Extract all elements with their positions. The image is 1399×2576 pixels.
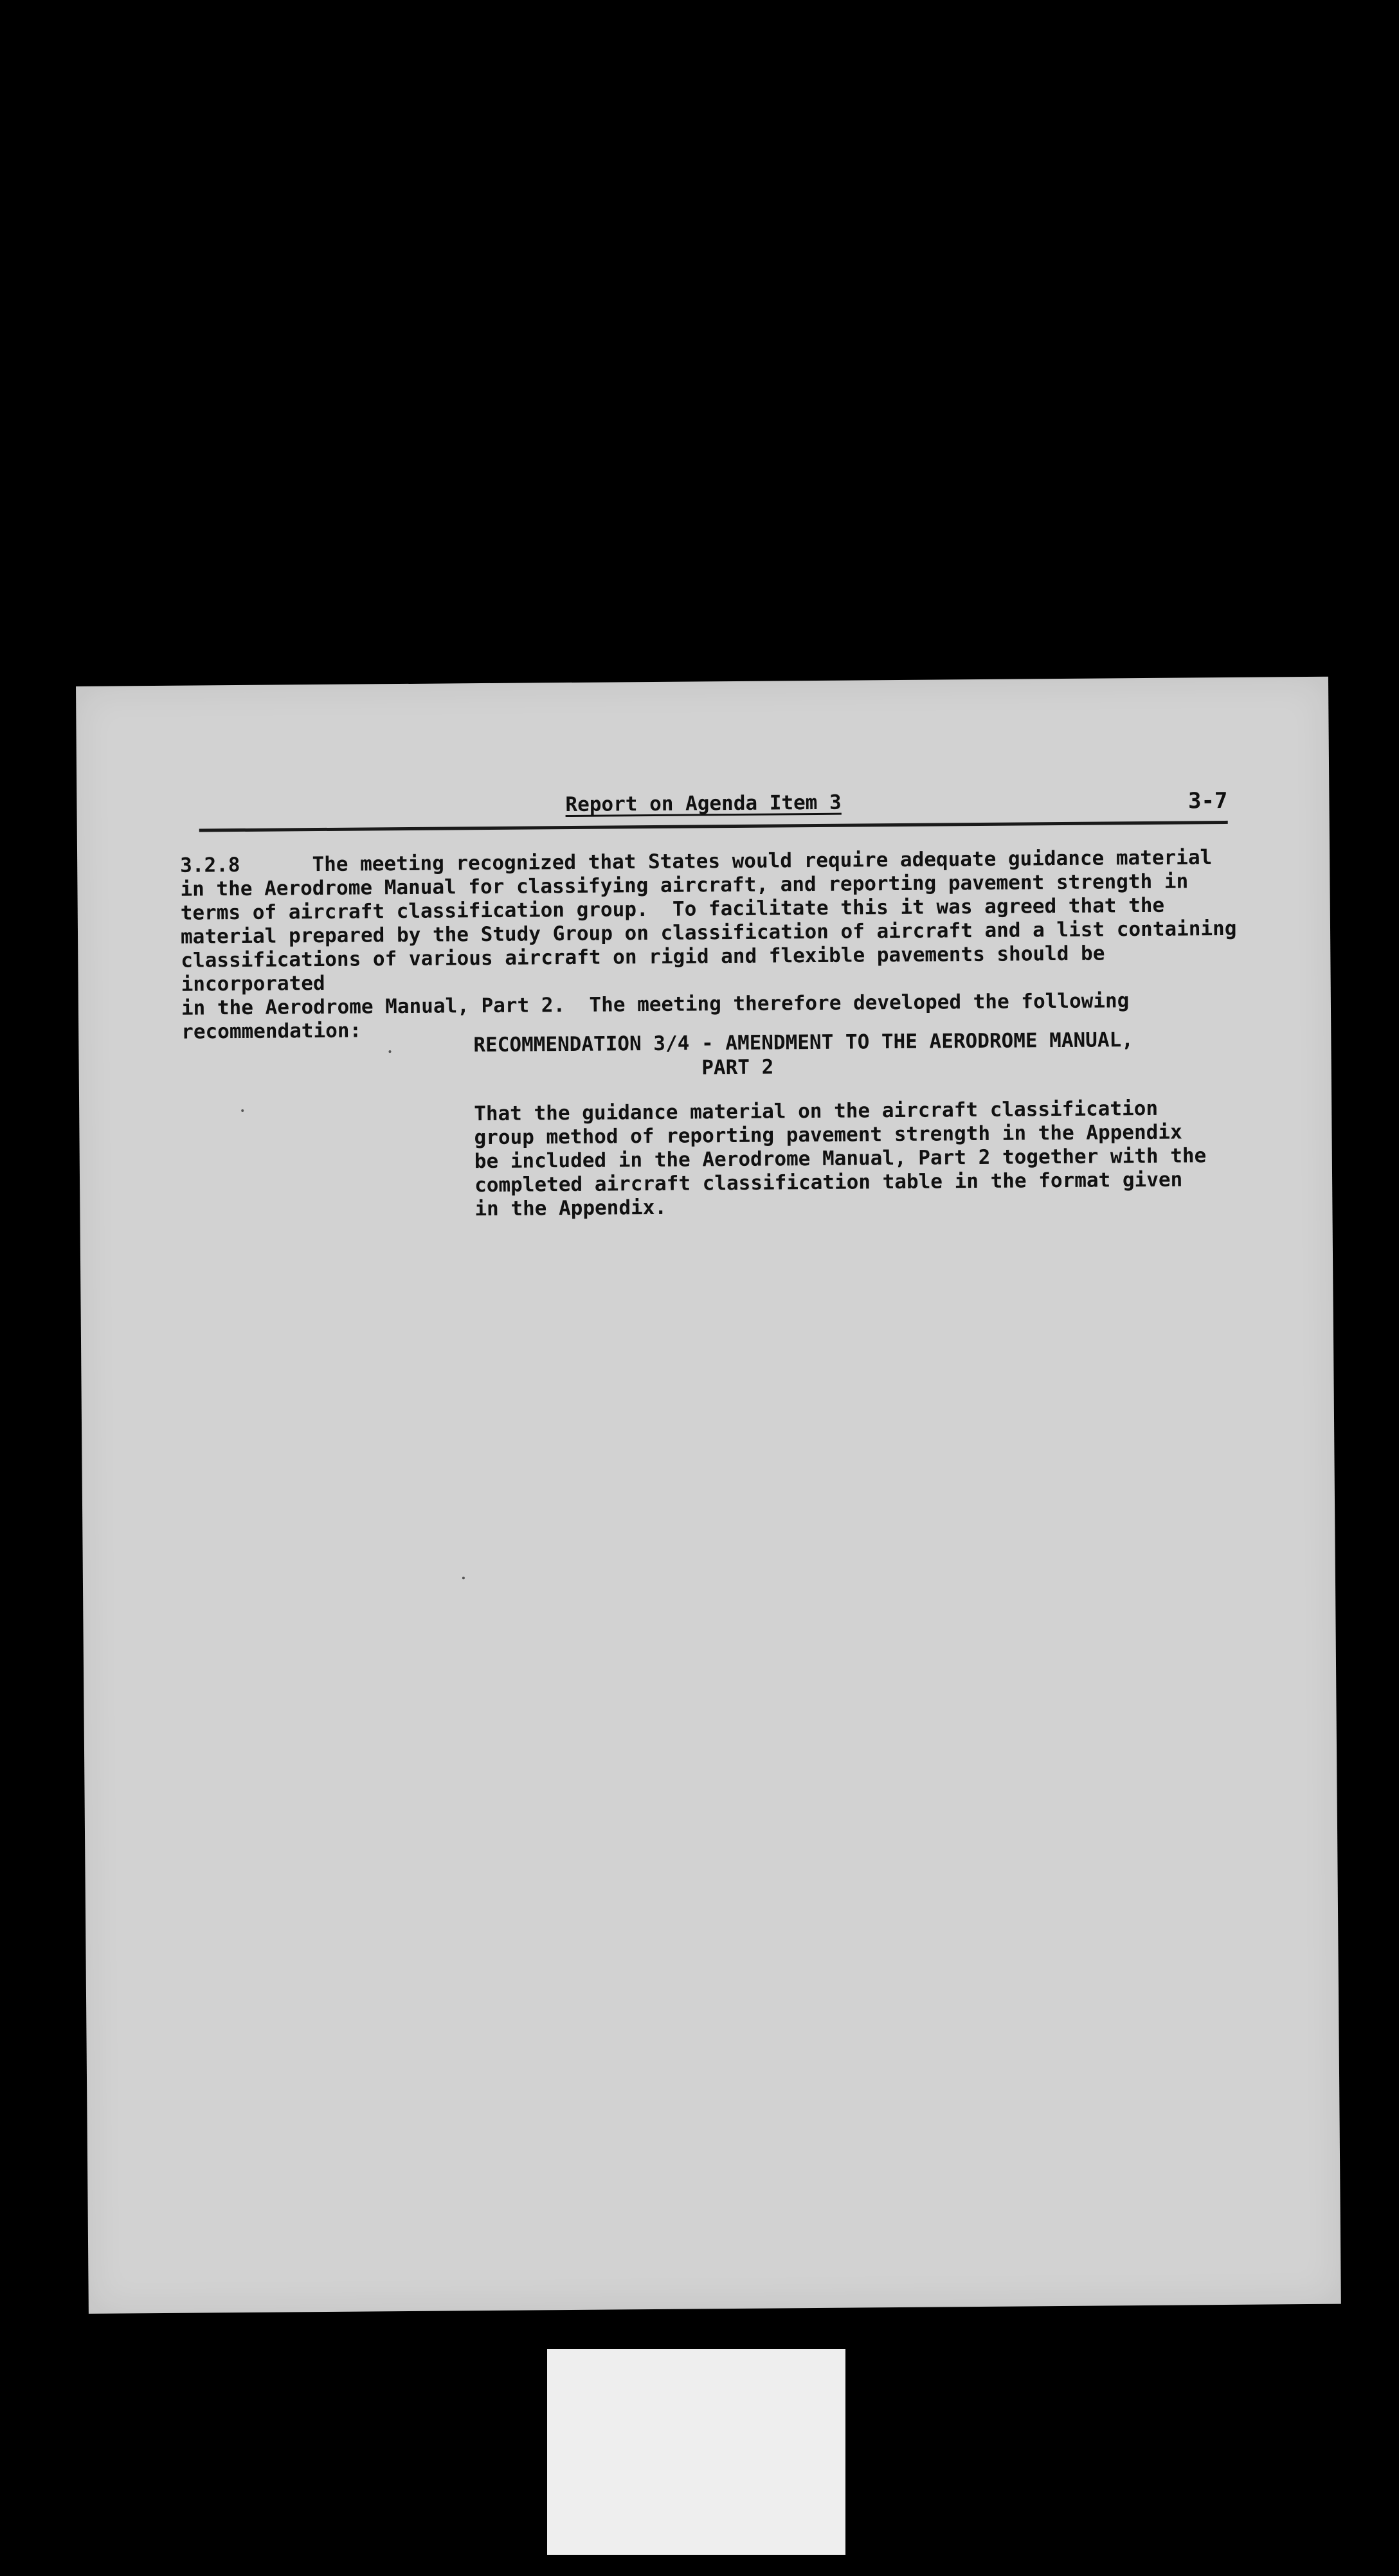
header-title: Report on Agenda Item 3 xyxy=(565,791,842,817)
recommendation-title: RECOMMENDATION 3/4 - AMENDMENT TO THE AERODROME MANUAL, PART 2 xyxy=(473,1028,1134,1082)
blank-card xyxy=(547,2349,845,2555)
page-number: 3-7 xyxy=(1187,787,1228,814)
page-header xyxy=(199,788,1227,835)
recommendation-body: That the guidance material on the aircraft classification group method of reporting pavement strength in the Appendix be included in the Aerodrome Manual, Part 2 together with the completed aircraft classification table in the format given in the Appendix. xyxy=(474,1096,1207,1221)
scan-speck xyxy=(462,1577,465,1579)
scan-speck xyxy=(388,1050,391,1053)
section-paragraph: 3.2.8 The meeting recognized that States would require adequate guidance material in the Aerodrome Manual for classifying aircraft, and reporting pavement strength in terms of aircraft classification group. To facilitate this it was agreed that the material prepared by the Study Group on classification of aircraft and a list containing classifications of various aircraft on rigid and flexible pavements should be incorporated in the Aerodrome Manual, Part 2. The meeting therefore developed the following recommendation: xyxy=(180,846,1237,1044)
document-page xyxy=(76,677,1341,2314)
scan-speck xyxy=(241,1109,244,1112)
header-rule xyxy=(199,821,1228,832)
